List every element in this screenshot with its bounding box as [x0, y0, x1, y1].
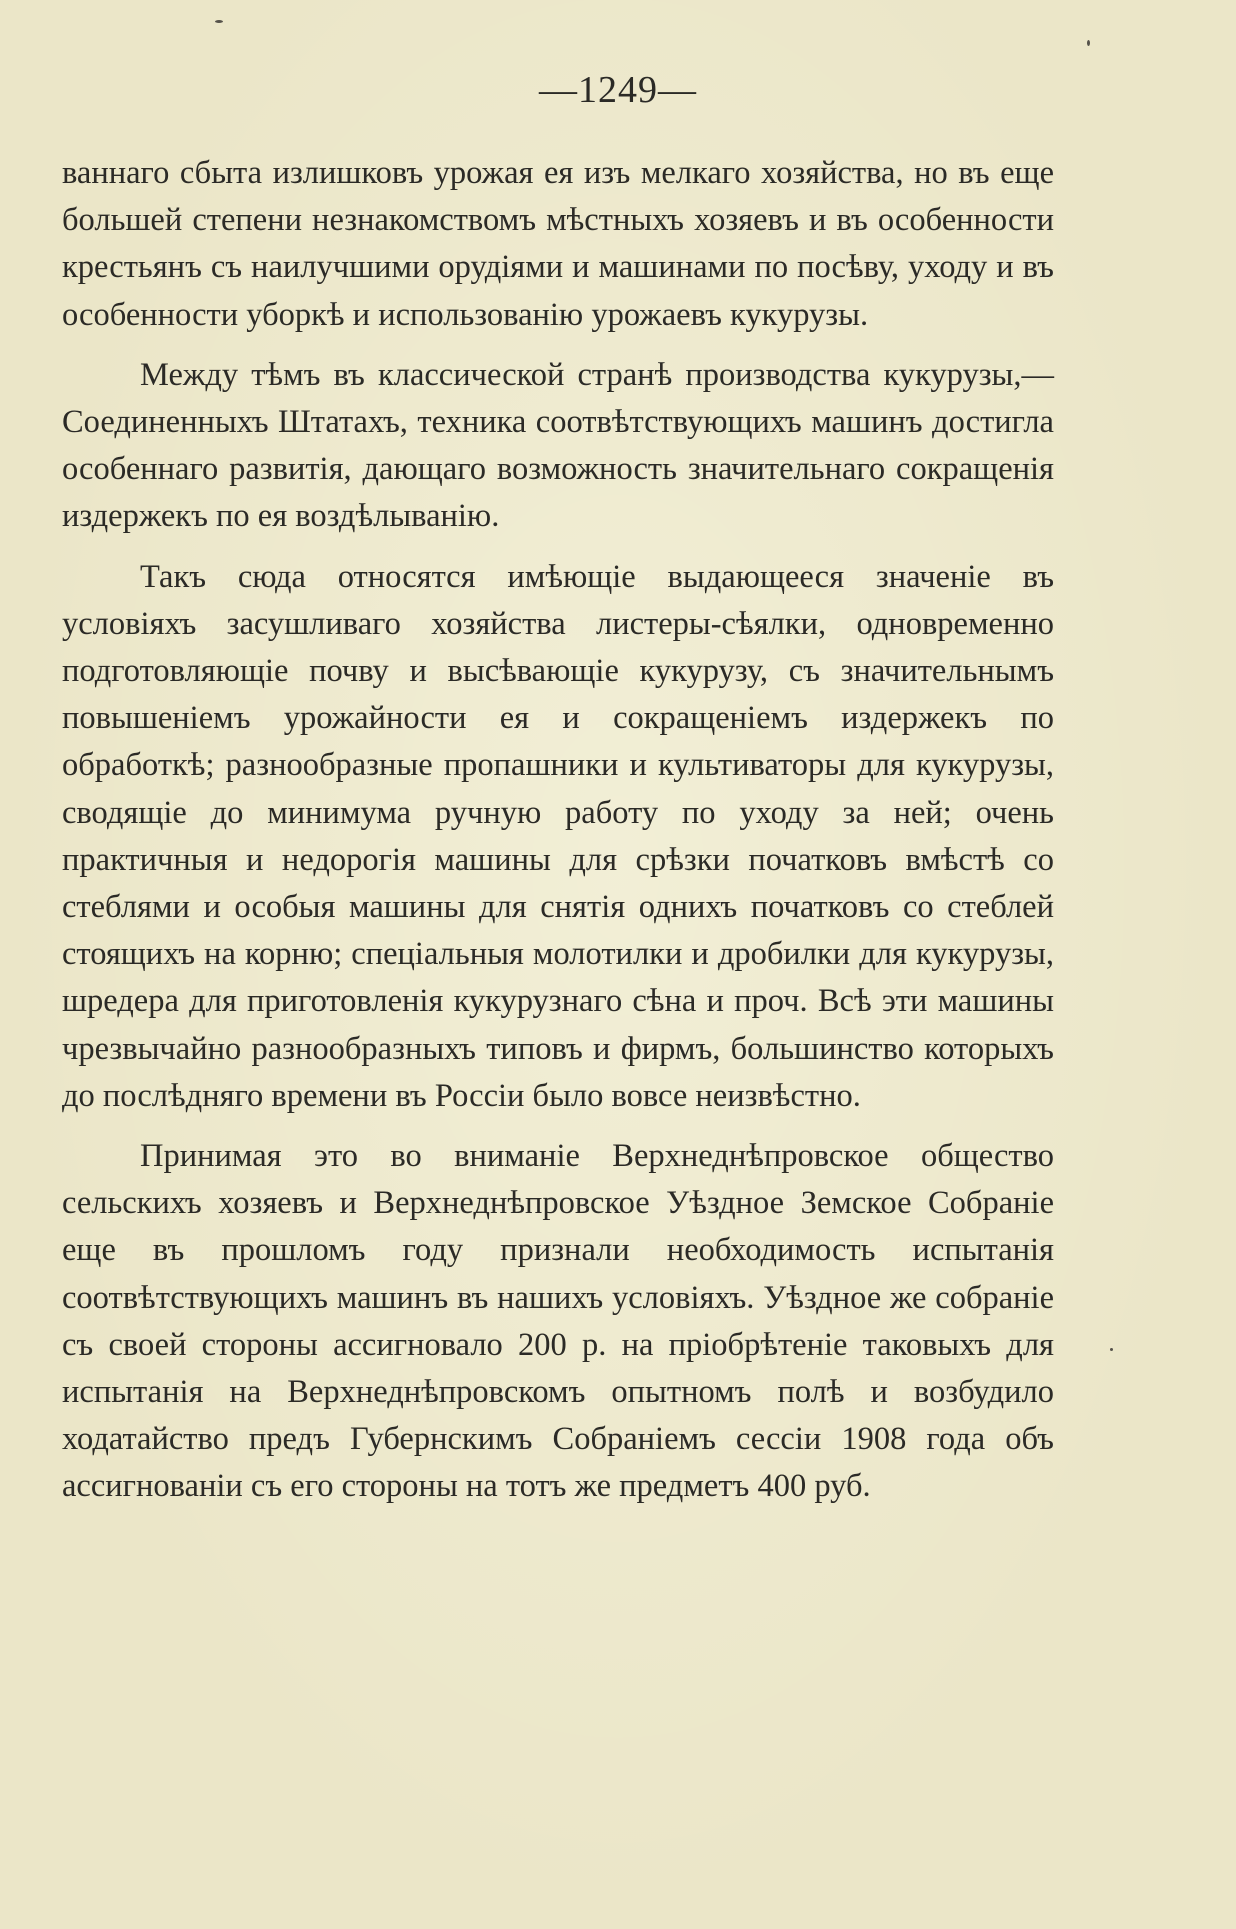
- body-text: [62, 150, 1054, 1511]
- paragraph-4: Принимая это во вниманіе Верхнеднѣпровское общество сельскихъ хозяевъ и Верхнеднѣпровское Уѣздное Земское Собраніе еще въ прошломъ году признали необходимость испытанія соотвѣтствующихъ машинъ въ нашихъ условіяхъ. Уѣздное же собраніе съ своей стороны ассигновало 200 р. на пріобрѣтеніе таковыхъ для испытанія на Верхнеднѣпровскомъ опытномъ полѣ и возбудило ходатайство предъ Губернскимъ Собраніемъ сессіи 1908 года объ ассигнованіи съ его стороны на тотъ же предметъ 400 руб.: [62, 1138, 1054, 1505]
- paragraph-3: Такъ сюда относятся имѣющіе выдающееся значеніе въ условіяхъ засушливаго хозяйства листеры-сѣялки, одновременно подготовляющіе почву и высѣвающіе кукурузу, съ значительнымъ повышеніемъ урожайности ея и сокращеніемъ издержекъ по обработкѣ; разнообразные пропашники и культиваторы для кукурузы, сводящіе до минимума ручную работу по уходу за ней; очень практичныя и недорогія машины для срѣзки початковъ вмѣстѣ со стеблями и особыя машины для снятія однихъ початковъ со стеблей стоящихъ на корню; спеціальныя молотилки и дробилки для кукурузы, шредера для приготовленія кукурузнаго сѣна и проч. Всѣ эти машины чрезвычайно разнообразныхъ типовъ и фирмъ, большинство которыхъ до послѣдняго времени въ Россіи было вовсе неизвѣстно.: [62, 558, 1054, 1114]
- paper-speck: [215, 20, 223, 23]
- paragraph-2: Между тѣмъ въ классической странѣ производства кукурузы,—Соединенныхъ Штатахъ, техника соотвѣтствующихъ машинъ достигла особеннаго развитія, дающаго возможность значительнаго сокращенія издержекъ по ея воздѣлыванію.: [62, 356, 1054, 535]
- paragraph-1: ваннаго сбыта излишковъ урожая ея изъ мелкаго хозяйства, но въ еще большей степени незнакомствомъ мѣстныхъ хозяевъ и въ особенности крестьянъ съ наилучшими орудіями и машинами по посѣву, уходу и въ особенности уборкѣ и использованію урожаевъ кукурузы.: [62, 155, 1054, 333]
- page-number: —1249—: [539, 69, 697, 111]
- paper-speck: [1087, 40, 1090, 46]
- paper-speck: [1110, 1348, 1113, 1351]
